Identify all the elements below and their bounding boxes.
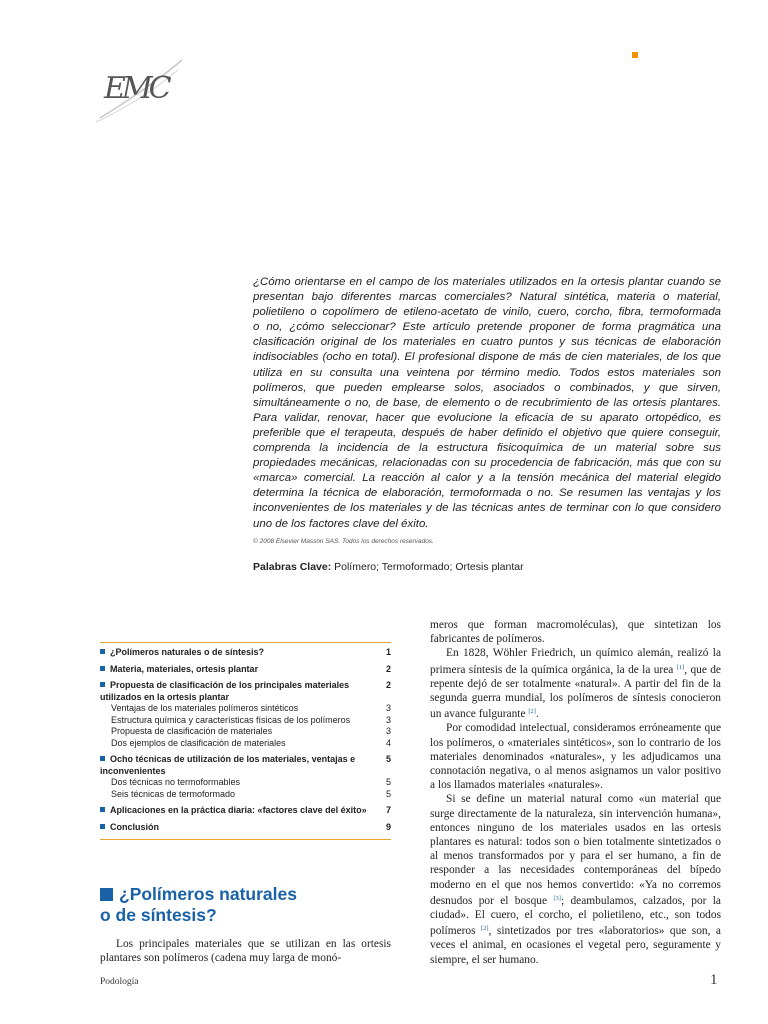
reference-link[interactable]: [2] xyxy=(528,708,536,716)
toc-item-page: 3 xyxy=(385,726,391,736)
logo-text: EMC xyxy=(104,71,168,106)
toc-item-text: Estructura química y características físicas de los polímeros xyxy=(111,714,351,725)
toc-item-label xyxy=(100,664,377,676)
toc-item-label xyxy=(111,726,377,738)
toc-item-text: Dos ejemplos de clasificación de materiales xyxy=(111,737,286,748)
toc-item-page: 7 xyxy=(385,805,391,815)
abstract-line: o no, ¿cómo seleccionar? Este artículo pretende proponer de forma pragmática una xyxy=(253,321,721,334)
toc-item[interactable] xyxy=(100,754,391,777)
toc-item-page: 4 xyxy=(385,737,391,748)
body-paragraph xyxy=(430,792,721,966)
toc-bullet-icon xyxy=(100,756,105,761)
keywords-label: Palabras Clave: xyxy=(253,561,332,573)
corner-accent-mark xyxy=(632,52,638,58)
toc-item[interactable] xyxy=(100,703,391,715)
toc-item[interactable] xyxy=(100,789,391,801)
abstract-line: determina la técnica de elaboración, termoformada o no. Se resumen las ventajas y los xyxy=(253,487,721,500)
toc-item-page: 9 xyxy=(385,821,391,832)
toc-item-text: Propuesta de clasificación de los principales materiales utilizados en la ortesis plantar xyxy=(100,680,350,702)
body-column-left xyxy=(100,937,391,965)
toc-item-page: 1 xyxy=(385,647,391,657)
toc-item-label xyxy=(111,703,377,715)
toc-item-text: ¿Polímeros naturales o de síntesis? xyxy=(110,647,265,657)
abstract-line: clasificación original de los materiales en cuatro puntos y sus técnicas de elaboración xyxy=(253,336,721,349)
toc-bullet-icon xyxy=(100,666,105,671)
text-run: Si se define un material natural como «un material que surge directamente de la naturaleza, sin intervención humana», entonces ninguno de los materiales usados en las ortesis plantares es natural: todos son o bien totalmente sintetizados o al menos transformados por y para el ser humano, a fin de responder a las necesidades contemporáneas del bípedo moderno en el que nos hemos convertido: «Ya no corremos desnudos por el bosque xyxy=(430,793,721,907)
toc-bullet-icon xyxy=(100,649,105,654)
toc-item-text: Ventajas de los materiales polímeros sintéticos xyxy=(111,703,299,713)
abstract-line: polímeros, que pueden emplearse solos, asociados o combinados, y que sirven, xyxy=(253,381,721,394)
reference-link[interactable]: [2] xyxy=(481,925,489,933)
toc-item[interactable] xyxy=(100,715,391,727)
toc-item-page: 2 xyxy=(385,680,391,690)
reference-link[interactable]: [1] xyxy=(676,663,685,671)
abstract-line: indisociables (ocho en total). El profesional dispone de más de cien materiales, de los que xyxy=(253,351,721,364)
toc-item-label xyxy=(111,715,377,727)
toc-item-label xyxy=(100,647,377,659)
toc-item-page: 5 xyxy=(385,788,391,799)
body-paragraph: Los principales materiales que se utilizan en las ortesis plantares son polímeros (cadena muy larga de monó- xyxy=(100,938,391,965)
toc-bullet-icon xyxy=(100,824,105,829)
abstract-line: simultáneamente o no, de base, de elemento o de recubrimiento de las ortesis plantares. xyxy=(253,396,721,409)
section-heading xyxy=(100,884,400,926)
abstract-line: presentan bajo diferentes marcas comerciales? Natural sintética, materia o material, xyxy=(253,291,721,304)
heading-square-icon xyxy=(100,888,113,901)
toc-item-page: 3 xyxy=(385,714,391,725)
toc-item-label xyxy=(111,777,377,789)
toc-item[interactable] xyxy=(100,805,391,817)
toc-item-text: Materia, materiales, ortesis plantar xyxy=(110,663,259,674)
toc-item-text: Aplicaciones en la práctica diaria: «factores clave del éxito» xyxy=(110,805,367,815)
toc-item[interactable] xyxy=(100,777,391,789)
abstract-line: preferible que el terapeuta, después de haber definido el objetivo que quiere conseguir, xyxy=(253,426,721,439)
toc-item-text: Seis técnicas de termoformado xyxy=(111,788,236,799)
abstract-line: comprenda la incidencia de la estructura fisicoquímica de un material sobre sus xyxy=(253,442,721,455)
body-paragraph: Por comodidad intelectual, consideramos erróneamente que los polímeros, o «materiales sintéticos», son lo contrario de los materiales denominados «naturales», y les adjudicamos una connotación negativa, o al menos asignamos un valor positivo a los llamados materiales «naturales». xyxy=(430,722,721,792)
abstract-line: «marca» comercial. La reacción al calor y a la tensión mecánica del material elegido xyxy=(253,472,721,485)
toc-item-page: 5 xyxy=(385,754,391,764)
text-run: , sintetizados por tres «laboratorios» que son, a veces el animal, en ocasiones el vegetal pero, seguramente y siempre, el ser humano. xyxy=(430,925,721,966)
text-run: , que de repente dejó de ser totalmente «natural». A partir del fin de la segunda guerra mundial, los polímeros de síntesis conocieron un avance fulgurante xyxy=(430,663,721,721)
toc-item-label xyxy=(100,754,377,777)
toc-item[interactable] xyxy=(100,680,391,703)
abstract-line: utiliza en su consulta una veintena por término medio. Todos estos materiales son xyxy=(253,366,721,379)
toc-item-text: Dos técnicas no termoformables xyxy=(111,777,241,787)
toc-item-page: 3 xyxy=(385,703,391,713)
abstract-line: polietileno o copolímero de etileno-acetato de vinilo, cuero, corcho, fibra, termoformada xyxy=(253,306,721,319)
toc-bullet-icon xyxy=(100,682,105,687)
toc-item-label xyxy=(100,680,377,703)
toc-item[interactable] xyxy=(100,726,391,738)
toc-item-text: Ocho técnicas de utilización de los materiales, ventajas e inconvenientes xyxy=(100,754,356,776)
toc-item-label xyxy=(100,822,377,834)
toc-item-label xyxy=(100,805,377,817)
body-paragraph: meros que forman macromoléculas), que sintetizan los fabricantes de polímeros. xyxy=(430,619,721,646)
toc-item[interactable] xyxy=(100,822,391,834)
reference-link[interactable]: [3] xyxy=(553,894,561,902)
table-of-contents xyxy=(100,642,391,840)
text-run: . xyxy=(535,708,539,721)
body-paragraph xyxy=(430,646,721,721)
text-run: En 1828, Wöhler Friedrich, un químico alemán, realizó la primera síntesis de la química orgánica, la de la urea xyxy=(430,647,721,676)
toc-item-label xyxy=(111,789,377,801)
toc-item[interactable] xyxy=(100,664,391,676)
toc-item-page: 2 xyxy=(385,663,391,674)
toc-item[interactable] xyxy=(100,738,391,750)
abstract-line: Para validar, renovar, hacer que evolucione la eficacia de su aparato ortopédico, es xyxy=(253,411,721,424)
page-number: 1 xyxy=(710,972,718,988)
copyright-notice: © 2008 Elsevier Masson SAS. Todos los derechos reservados. xyxy=(253,538,434,545)
heading-line-1: ¿Polímeros naturales xyxy=(119,884,297,904)
keywords xyxy=(253,561,524,573)
toc-item-text: Propuesta de clasificación de materiales xyxy=(111,726,273,736)
journal-name: Podología xyxy=(100,977,139,987)
abstract xyxy=(253,275,721,532)
text-run: ; deambulamos, calzados, por la ciudad». El cuero, el corcho, el polietileno, etc., son todos polímeros xyxy=(430,894,721,938)
heading-line-2: o de síntesis? xyxy=(100,905,217,925)
toc-item[interactable] xyxy=(100,647,391,659)
abstract-line: ¿Cómo orientarse en el campo de los materiales utilizados en la ortesis plantar cuando se xyxy=(253,276,721,288)
body-column-right xyxy=(430,618,721,967)
keywords-value: Polímero; Termoformado; Ortesis plantar xyxy=(331,561,524,573)
abstract-line: inconvenientes de los materiales y de las técnicas antes de terminar con lo que considero xyxy=(253,502,721,515)
toc-bullet-icon xyxy=(100,807,105,812)
abstract-line: uno de los factores clave del éxito. xyxy=(253,517,429,530)
toc-item-page: 5 xyxy=(385,777,391,787)
toc-item-label xyxy=(111,738,377,750)
abstract-line: propiedades mecánicas, relacionadas con su procedencia de fabricación, más que con su xyxy=(253,457,721,470)
toc-item-text: Conclusión xyxy=(110,821,159,832)
emc-logo xyxy=(96,52,186,124)
